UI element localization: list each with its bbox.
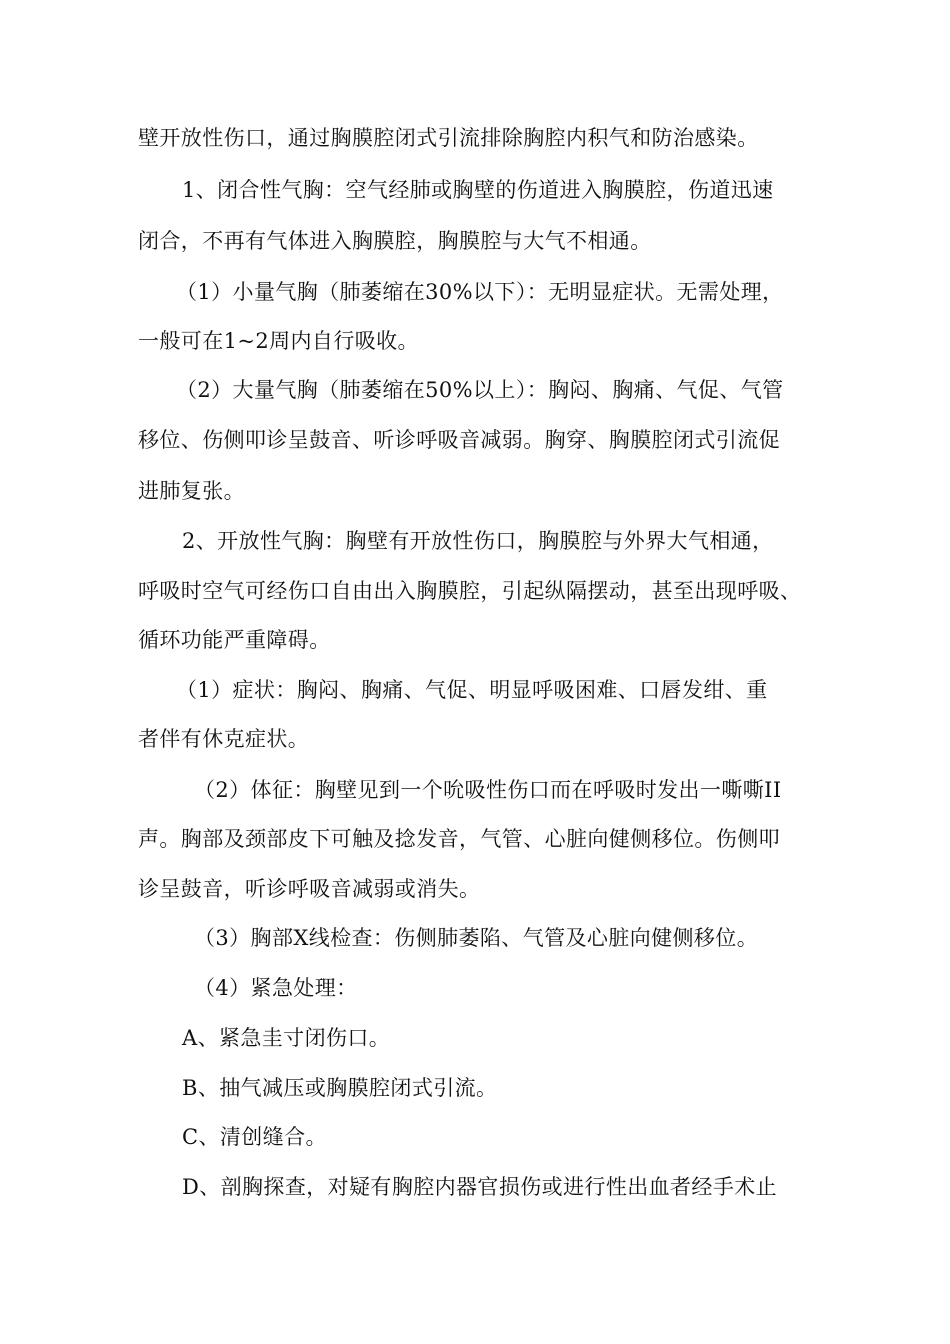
text-line: D、剖胸探查，对疑有胸腔内器官损伤或进行性出血者经手术止	[182, 1175, 778, 1199]
text-line: （1）症状：胸闷、胸痛、气促、明显呼吸困难、口唇发绀、重	[176, 678, 768, 702]
text-line: 者伴有休克症状。	[138, 727, 310, 751]
text-line: 移位、伤侧叩诊呈鼓音、听诊呼吸音减弱。胸穿、胸膜腔闭式引流促	[138, 428, 780, 452]
text-line: B、抽气减压或胸膜腔闭式引流。	[182, 1076, 498, 1100]
text-line: 循环功能严重障碍。	[138, 628, 331, 652]
text-line: 壁开放性伤口，通过胸膜腔闭式引流排除胸腔内积气和防治感染。	[138, 126, 759, 150]
text-line: 2、开放性气胸：胸壁有开放性伤口，胸膜腔与外界大气相通，	[182, 529, 774, 553]
text-line: （4）紧急处理：	[194, 976, 358, 1000]
text-line: （3）胸部X线检查：伤侧肺萎陷、气管及心脏向健侧移位。	[194, 926, 759, 950]
text-line: 一般可在1~2周内自行吸收。	[138, 329, 419, 353]
text-line: A、紧急圭寸闭伤口。	[182, 1026, 391, 1050]
text-line: （2）体征：胸壁见到一个吮吸性伤口而在呼吸时发出一嘶嘶II	[194, 778, 782, 802]
text-line: 呼吸时空气可经伤口自由出入胸膜腔，引起纵隔摆动，甚至出现呼吸、	[138, 579, 802, 603]
text-line: 进肺复张。	[138, 479, 245, 503]
text-line: 1、闭合性气胸：空气经肺或胸壁的伤道进入胸膜腔，伤道迅速	[182, 178, 774, 202]
text-line: C、清创缝合。	[182, 1125, 327, 1149]
text-line: 闭合，不再有气体进入胸膜腔，胸膜腔与大气不相通。	[138, 229, 652, 253]
text-line: 声。胸部及颈部皮下可触及捻发音，气管、心脏向健侧移位。伤侧叩	[138, 827, 780, 851]
text-line: （1）小量气胸（肺萎缩在30%以下）：无明显症状。无需处理，	[176, 280, 784, 304]
text-line: 诊呈鼓音，听诊呼吸音减弱或消失。	[138, 877, 481, 901]
text-line: （2）大量气胸（肺萎缩在50%以上）：胸闷、胸痛、气促、气管	[176, 378, 784, 402]
